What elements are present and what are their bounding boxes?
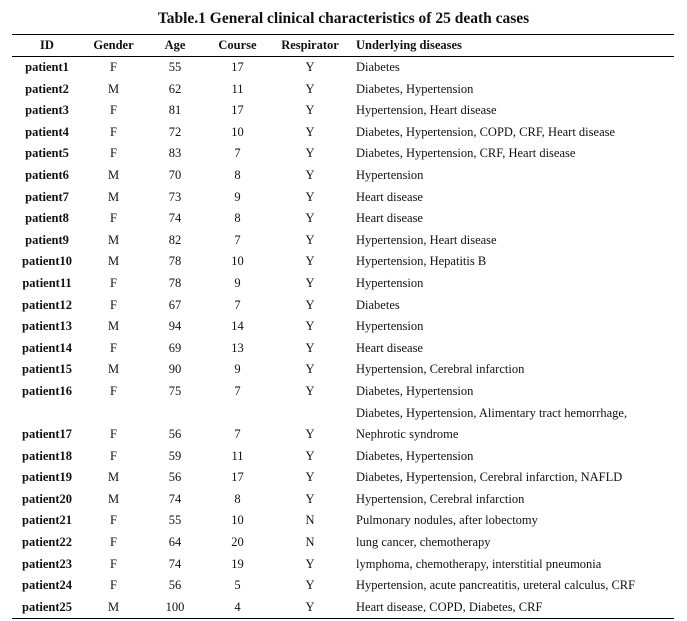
table-row [12, 100, 674, 122]
cell-underlying-diseases [350, 251, 674, 273]
cell-patient-id: patient11 [22, 275, 72, 290]
cell-patient-id: patient15 [22, 362, 72, 377]
cell-age: 94 [168, 319, 182, 334]
cell-respirator: Y [305, 470, 315, 485]
table-row [12, 143, 674, 165]
cell-patient-id: patient13 [22, 319, 72, 334]
disease-text-line: Diabetes, Hypertension [356, 448, 474, 463]
cell-underlying-diseases [350, 230, 674, 252]
table-row [12, 316, 674, 338]
cell-respirator: Y [305, 254, 315, 269]
cell-gender: M [107, 319, 120, 334]
cell-underlying-diseases [350, 597, 674, 619]
cell-course: 8 [234, 167, 241, 182]
table-row [12, 403, 674, 446]
disease-text-line: Diabetes, Hypertension, CRF, Heart disease [356, 146, 576, 161]
cell-age: 75 [168, 383, 182, 398]
cell-underlying-diseases [350, 467, 674, 489]
cell-respirator: Y [305, 211, 315, 226]
table-row [12, 273, 674, 295]
disease-text-line: Heart disease, COPD, Diabetes, CRF [356, 599, 543, 614]
header-respirator: Respirator [281, 38, 339, 52]
disease-text-line: Diabetes, Hypertension, COPD, CRF, Heart disease [356, 124, 616, 139]
cell-course: 7 [234, 232, 241, 247]
table-row [12, 57, 674, 79]
cell-course: 7 [234, 146, 241, 161]
cell-gender: M [107, 470, 120, 485]
cell-underlying-diseases [350, 359, 674, 381]
disease-text-line: Hypertension [356, 167, 424, 182]
cell-gender: M [107, 254, 120, 269]
cell-gender: F [110, 60, 117, 74]
cell-patient-id: patient10 [22, 254, 72, 269]
cell-course: 7 [234, 297, 241, 312]
cell-gender: M [107, 189, 120, 204]
cell-course: 13 [231, 340, 244, 355]
cell-age: 59 [168, 448, 182, 463]
cell-patient-id: patient5 [25, 146, 69, 161]
cell-course: 10 [231, 254, 244, 269]
disease-text-line: lung cancer, chemotherapy [356, 535, 491, 550]
cell-underlying-diseases [350, 316, 674, 338]
table-row [12, 165, 674, 187]
cell-gender: F [110, 427, 117, 442]
table-row [12, 489, 674, 511]
cell-patient-id: patient21 [22, 513, 72, 528]
cell-respirator: Y [305, 491, 315, 506]
disease-text-line: Heart disease [356, 340, 423, 355]
cell-gender: M [107, 491, 120, 506]
cell-underlying-diseases [350, 273, 674, 295]
cell-age: 74 [168, 491, 182, 506]
cell-age: 78 [168, 254, 182, 269]
cell-patient-id: patient23 [22, 556, 72, 571]
cell-age: 78 [168, 275, 182, 290]
table-row [12, 230, 674, 252]
cell-underlying-diseases [350, 510, 674, 532]
cell-patient-id: patient6 [25, 167, 69, 182]
cell-course: 8 [234, 211, 241, 226]
cell-respirator: N [305, 535, 315, 550]
header-course: Course [218, 38, 257, 52]
table-row [12, 338, 674, 360]
cell-course: 17 [231, 470, 244, 485]
table-row [12, 295, 674, 317]
cell-respirator: Y [305, 448, 315, 463]
table-title: Table.1 General clinical characteristics of 25 death cases [157, 10, 530, 27]
cell-patient-id: patient20 [22, 491, 72, 506]
cell-underlying-diseases [350, 575, 674, 597]
cell-gender: F [110, 535, 117, 550]
cell-age: 69 [168, 340, 182, 355]
cell-age: 62 [168, 81, 182, 96]
cell-age: 90 [168, 362, 182, 377]
cell-underlying-diseases [350, 403, 674, 446]
cell-underlying-diseases [350, 295, 674, 317]
cell-age: 74 [168, 556, 182, 571]
cell-underlying-diseases [350, 165, 674, 187]
cell-respirator: N [305, 513, 315, 528]
disease-text-line: Hypertension, Heart disease [356, 232, 497, 247]
cell-underlying-diseases [350, 187, 674, 209]
cell-respirator: Y [305, 146, 315, 161]
cell-respirator: Y [305, 232, 315, 247]
cell-underlying-diseases [350, 100, 674, 122]
cell-course: 11 [231, 448, 244, 463]
disease-text-line: Hypertension, Cerebral infarction [356, 362, 525, 377]
table-row [12, 554, 674, 576]
cell-respirator: Y [305, 81, 315, 96]
cell-course: 20 [231, 535, 244, 550]
disease-text-line: Heart disease [356, 189, 423, 204]
cell-course: 10 [231, 513, 244, 528]
table-row [12, 467, 674, 489]
disease-text-line: Hypertension [356, 275, 424, 290]
cell-course: 14 [231, 319, 244, 334]
cell-patient-id: patient25 [22, 599, 72, 614]
cell-underlying-diseases [350, 79, 674, 101]
cell-underlying-diseases [350, 143, 674, 165]
cell-course: 9 [234, 189, 241, 204]
cell-age: 64 [168, 535, 182, 550]
cell-respirator: Y [305, 319, 315, 334]
cell-patient-id: patient7 [25, 189, 69, 204]
cell-patient-id: patient16 [22, 383, 72, 398]
cell-underlying-diseases [350, 381, 674, 403]
cell-underlying-diseases [350, 338, 674, 360]
cell-gender: F [110, 211, 117, 226]
cell-gender: F [110, 103, 117, 118]
cell-patient-id: patient1 [25, 60, 69, 74]
cell-course: 17 [231, 60, 244, 74]
cell-course: 7 [234, 427, 241, 442]
cell-respirator: Y [305, 362, 315, 377]
cell-gender: M [107, 599, 120, 614]
cell-gender: F [110, 297, 117, 312]
cell-respirator: Y [305, 167, 315, 182]
cell-age: 56 [168, 427, 182, 442]
cell-age: 100 [165, 599, 185, 614]
cell-patient-id: patient14 [22, 340, 72, 355]
cell-patient-id: patient24 [22, 578, 72, 593]
cell-gender: F [110, 513, 117, 528]
cell-course: 11 [231, 81, 244, 96]
cell-respirator: Y [305, 599, 315, 614]
cell-patient-id: patient3 [25, 103, 69, 118]
cell-respirator: Y [305, 60, 315, 74]
cell-course: 19 [231, 556, 244, 571]
cell-gender: F [110, 124, 117, 139]
cell-respirator: Y [305, 189, 315, 204]
cell-gender: F [110, 578, 117, 593]
cell-gender: M [107, 232, 120, 247]
table-row [12, 122, 674, 144]
cell-gender: F [110, 383, 117, 398]
table-row [12, 575, 674, 597]
cell-age: 67 [168, 297, 182, 312]
table-row [12, 208, 674, 230]
cell-age: 56 [168, 578, 182, 593]
cell-age: 74 [168, 211, 182, 226]
cell-gender: M [107, 167, 120, 182]
cell-age: 82 [168, 232, 182, 247]
disease-text-line: Diabetes, Hypertension [356, 81, 474, 96]
table-row [12, 251, 674, 273]
disease-text-line: Hypertension [356, 319, 424, 334]
cell-patient-id: patient22 [22, 535, 72, 550]
cell-respirator: Y [305, 556, 315, 571]
cell-underlying-diseases [350, 532, 674, 554]
cell-course: 7 [234, 383, 241, 398]
table-header-row [12, 35, 674, 57]
cell-underlying-diseases [350, 446, 674, 468]
cell-course: 9 [234, 275, 241, 290]
table-row [12, 597, 674, 619]
cell-age: 81 [168, 103, 182, 118]
cell-patient-id: patient12 [22, 297, 72, 312]
cell-age: 55 [168, 60, 182, 74]
table-body [12, 57, 674, 619]
cell-patient-id: patient8 [25, 211, 69, 226]
cell-respirator: Y [305, 124, 315, 139]
cell-age: 70 [168, 167, 182, 182]
table-row [12, 79, 674, 101]
cell-patient-id: patient9 [25, 232, 69, 247]
cell-age: 56 [168, 470, 182, 485]
disease-text-line: Hypertension, Hepatitis B [356, 254, 487, 269]
disease-text-line: Hypertension, Cerebral infarction [356, 491, 525, 506]
cell-age: 55 [168, 513, 182, 528]
disease-text-line: Hypertension, Heart disease [356, 103, 497, 118]
cell-underlying-diseases [350, 489, 674, 511]
cell-age: 72 [168, 124, 182, 139]
header-id: ID [40, 38, 54, 52]
cell-respirator: Y [305, 578, 315, 593]
cell-gender: F [110, 275, 117, 290]
cell-patient-id: patient2 [25, 81, 69, 96]
cell-age: 73 [168, 189, 182, 204]
cell-gender: M [107, 362, 120, 377]
disease-text-line: Nephrotic syndrome [356, 427, 459, 442]
cell-gender: F [110, 146, 117, 161]
cell-respirator: Y [305, 275, 315, 290]
disease-text-line: Diabetes, Hypertension, Cerebral infarction, NAFLD [356, 470, 623, 485]
cell-course: 4 [234, 599, 241, 614]
disease-text-line: Hypertension, acute pancreatitis, ureteral calculus, CRF [356, 578, 636, 593]
cell-gender: F [110, 556, 117, 571]
cell-course: 9 [234, 362, 241, 377]
cell-respirator: Y [305, 427, 315, 442]
header-age: Age [164, 38, 186, 52]
cell-course: 8 [234, 491, 241, 506]
cell-course: 10 [231, 124, 244, 139]
cell-age: 83 [168, 146, 182, 161]
cell-underlying-diseases [350, 208, 674, 230]
table-row [12, 510, 674, 532]
cell-respirator: Y [305, 103, 315, 118]
cell-course: 17 [231, 103, 244, 118]
table-row [12, 446, 674, 468]
disease-text-line: Diabetes [356, 297, 400, 312]
table-row [12, 532, 674, 554]
cell-patient-id: patient19 [22, 470, 72, 485]
cell-course: 5 [234, 578, 241, 593]
cell-gender: F [110, 448, 117, 463]
disease-text-line: Heart disease [356, 211, 423, 226]
clinical-characteristics-table [12, 34, 674, 619]
disease-text-line: Pulmonary nodules, after lobectomy [356, 513, 538, 528]
disease-text-line: Diabetes [356, 60, 400, 74]
cell-respirator: Y [305, 340, 315, 355]
disease-text-line: Diabetes, Hypertension [356, 383, 474, 398]
disease-text-line: lymphoma, chemotherapy, interstitial pneumonia [356, 556, 602, 571]
cell-underlying-diseases [350, 554, 674, 576]
cell-gender: M [107, 81, 120, 96]
cell-patient-id: patient18 [22, 448, 72, 463]
cell-patient-id: patient4 [25, 124, 69, 139]
cell-underlying-diseases [350, 122, 674, 144]
table-row [12, 359, 674, 381]
header-underlying-diseases: Underlying diseases [356, 38, 462, 52]
cell-respirator: Y [305, 383, 315, 398]
cell-patient-id: patient17 [22, 427, 72, 442]
header-gender: Gender [93, 38, 134, 52]
cell-respirator: Y [305, 297, 315, 312]
disease-text-line: Diabetes, Hypertension, Alimentary tract hemorrhage, [356, 405, 628, 420]
table-row [12, 187, 674, 209]
table-row [12, 381, 674, 403]
cell-gender: F [110, 340, 117, 355]
cell-underlying-diseases [350, 57, 674, 79]
